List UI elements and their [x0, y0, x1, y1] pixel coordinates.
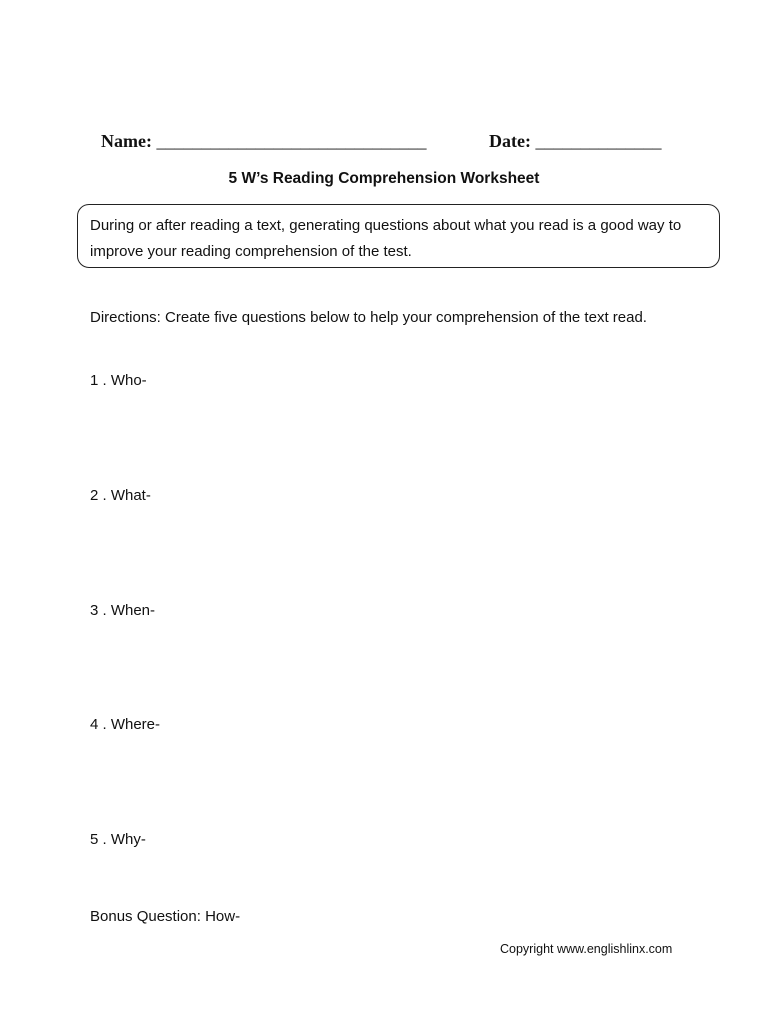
intro-text: During or after reading a text, generating questions about what you read is a good way to improve your reading comprehension of the test. — [90, 217, 682, 260]
question-what: 2 . What- — [90, 487, 151, 504]
question-when: 3 . When- — [90, 602, 156, 619]
question-why: 5 . Why- — [90, 831, 146, 848]
name-field — [101, 131, 426, 152]
date-label: Date: — [489, 131, 531, 151]
date-blank-line: ______________ — [535, 131, 662, 151]
directions-text: Directions: Create five questions below to help your comprehension of the text read. — [90, 309, 647, 326]
intro-box — [77, 204, 720, 268]
worksheet-title: 5 W’s Reading Comprehension Worksheet — [228, 170, 540, 187]
copyright-text: Copyright www.englishlinx.com — [500, 942, 673, 956]
name-label: Name: — [101, 131, 152, 151]
name-blank-line: ______________________________ — [156, 131, 427, 151]
date-field — [489, 131, 661, 152]
question-who: 1 . Who- — [90, 372, 147, 389]
bonus-question: Bonus Question: How- — [90, 908, 241, 925]
question-where: 4 . Where- — [90, 716, 161, 733]
